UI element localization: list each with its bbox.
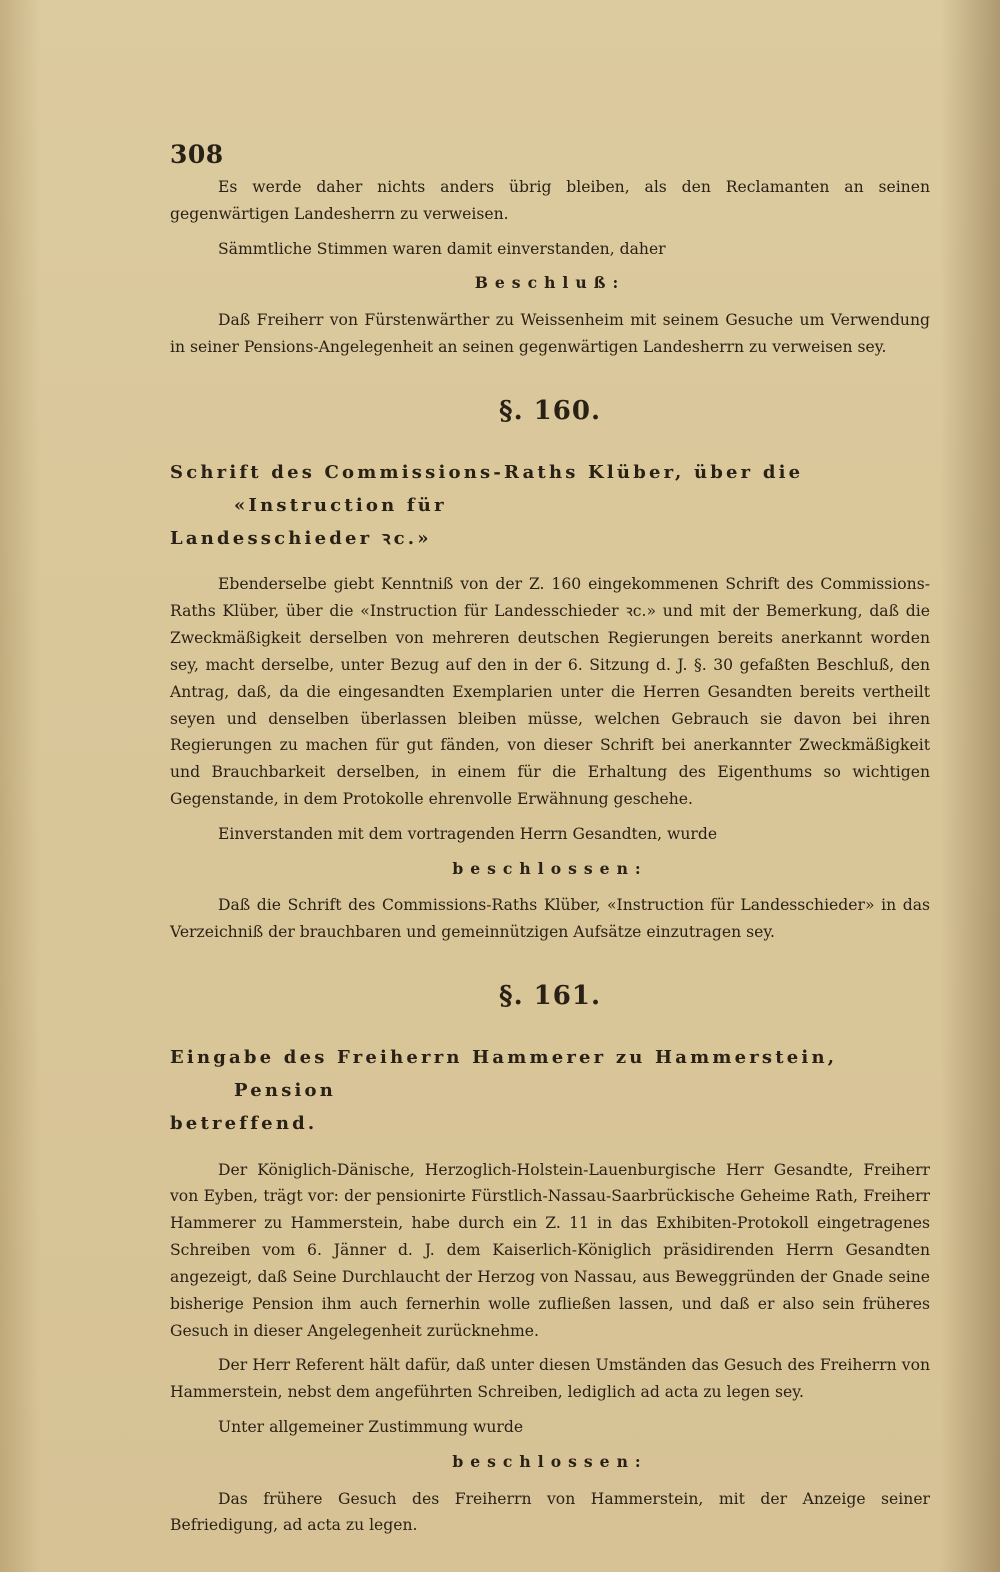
decision-text: Das frühere Gesuch des Freiherrn von Hammerstein, mit der Anzeige seiner Befriedigung, ad acta zu legen. (170, 1489, 930, 1535)
decision-text: Daß die Schrift des Commissions-Raths Klüber, «Instruction für Landesschieder» in das Verzeichniß der brauchbaren und gemeinnützigen Aufsätze einzutragen sey. (170, 896, 930, 942)
section-heading-160 (170, 456, 930, 556)
paragraph: Ebenderselbe giebt Kenntniß von der Z. 160 eingekommenen Schrift des Commissions-Raths Klüber, über die «Instruction für Landesschieder ꝛc.» und mit der Bemerkung, daß die Zweckmäßigkeit derselben von mehreren deutschen Regierungen bereits anerkannt worden sey, macht derselbe, unter Bezug auf den in der 6. Sitzung d. J. §. 30 gefaßten Beschluß, den Antrag, daß, da die eingesandten Exemplarien unter die Herren Gesandten bereits vertheilt seyen und denselben überlassen bleiben müsse, welchen Gebrauch sie davon bei ihren Regierungen zu machen für gut fänden, von dieser Schrift bei anerkannter Zweckmäßigkeit und Brauchbarkeit derselben, in einem für die Erhaltung des Eigenthums so wichtigen Gegenstande, in dem Protokolle ehrenvolle Erwähnung geschehe. (170, 575, 930, 808)
section-heading-161 (170, 1041, 930, 1141)
heading-line: betreffend. (170, 1113, 318, 1135)
heading-line: Eingabe des Freiherrn Hammerer zu Hammerstein, Pension (170, 1046, 838, 1102)
paragraph: Unter allgemeiner Zustimmung wurde (218, 1417, 524, 1436)
paragraph: Der Königlich-Dänische, Herzoglich-Holstein-Lauenburgische Herr Gesandte, Freiherr von Eyben, trägt vor: der pensionirte Fürstlich-Nassau-Saarbrückische Geheime Rath, Freiherr Hammerer zu Hammerstein, habe durch ein Z. 11 in das Exhibiten-Protokoll eingetragenes Schreiben vom 6. Jänner d. J. dem Kaiserlich-Königlich präsidirenden Herrn Gesandten angezeigt, daß Seine Durchlaucht der Herzog von Nassau, aus Beweggründen der Gnade seine bisherige Pension ihm auch fernerhin wolle zufließen lassen, und daß er also sein früheres Gesuch in dieser Angelegenheit zurücknehme. (170, 1160, 930, 1340)
section-number-161: §. 161. (498, 981, 602, 1012)
paragraph: Einverstanden mit dem vortragenden Herrn Gesandten, wurde (218, 824, 718, 843)
paragraph: Sämmtliche Stimmen waren damit einverstanden, daher (218, 239, 666, 258)
decision-label: Beschluß: (474, 273, 626, 293)
page-number: 308 (170, 140, 224, 169)
decision-text: Daß Freiherr von Fürstenwärther zu Weissenheim mit seinem Gesuche um Verwendung in seiner Pensions-Angelegenheit an seinen gegenwärtigen Landesherrn zu verweisen sey. (170, 311, 930, 357)
decision-label: beschlossen: (452, 1451, 648, 1471)
section-number-160: §. 160. (498, 395, 602, 426)
paragraph: Der Herr Referent hält dafür, daß unter diesen Umständen das Gesuch des Freiherrn von Hammerstein, nebst dem angeführten Schreiben, lediglich ad acta zu legen sey. (170, 1356, 930, 1402)
heading-line: Landesschieder ꝛc.» (170, 528, 432, 550)
heading-line: Schrift des Commissions-Raths Klüber, über die «Instruction für (170, 461, 804, 516)
decision-label: beschlossen: (452, 858, 648, 878)
paragraph: Es werde daher nichts anders übrig bleiben, als den Reclamanten an seinen gegenwärtigen Landesherrn zu verweisen. (170, 178, 930, 223)
page-content (170, 174, 930, 1547)
